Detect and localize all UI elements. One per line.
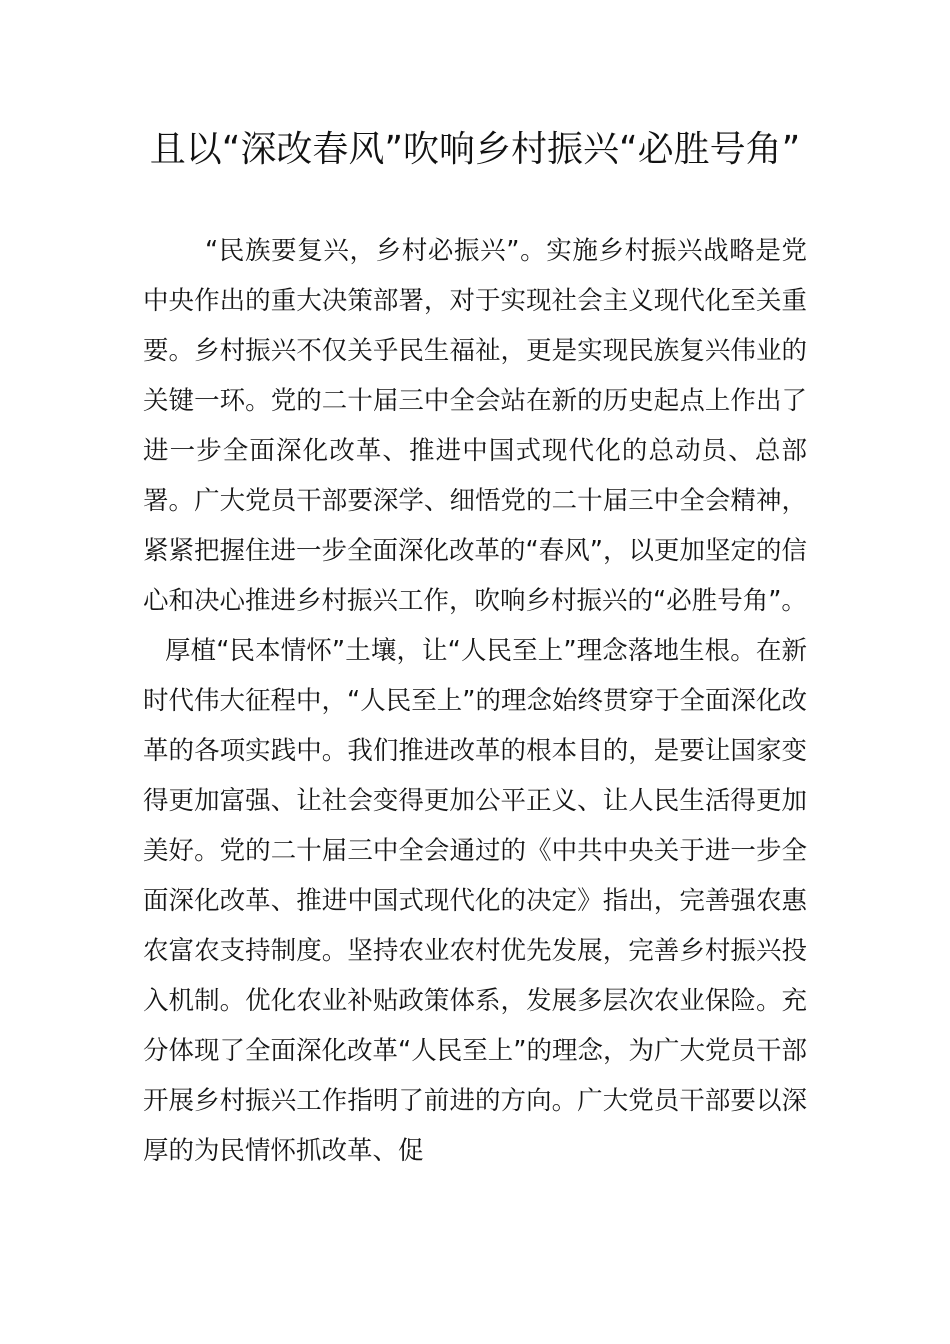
paragraph-people-first: 厚植“民本情怀”土壤，让“人民至上”理念落地生根。在新时代伟大征程中，“人民至上”的理念始终贯穿于全面深化改革的各项实践中。我们推进改革的根本目的，是要让国家变得更加富强、让社会变得更加公平正义、让人民生活得更加美好。党的二十届三中全会通过的《中共中央关于进一步全面深化改革、推进中国式现代化的决定》指出，完善强农惠农富农支持制度。坚持农业农村优先发展，完善乡村振兴投入机制。优化农业补贴政策体系，发展多层次农业保险。充分体现了全面深化改革“人民至上”的理念，为广大党员干部开展乡村振兴工作指明了前进的方向。广大党员干部要以深厚的为民情怀抓改革、促 (143, 636, 807, 1166)
document-body (143, 226, 807, 1176)
document-title: 且以“深改春风”吹响乡村振兴“必胜号角” (149, 129, 801, 170)
paragraph-intro: “民族要复兴，乡村必振兴”。实施乡村振兴战略是党中央作出的重大决策部署，对于实现社会主义现代化至关重要。乡村振兴不仅关乎民生福祉，更是实现民族复兴伟业的关键一环。党的二十届三中全会站在新的历史起点上作出了进一步全面深化改革、推进中国式现代化的总动员、总部署。广大党员干部要深学、细悟党的二十届三中全会精神，紧紧把握住进一步全面深化改革的“春风”，以更加坚定的信心和决心推进乡村振兴工作，吹响乡村振兴的“必胜号角”。 (143, 236, 807, 616)
